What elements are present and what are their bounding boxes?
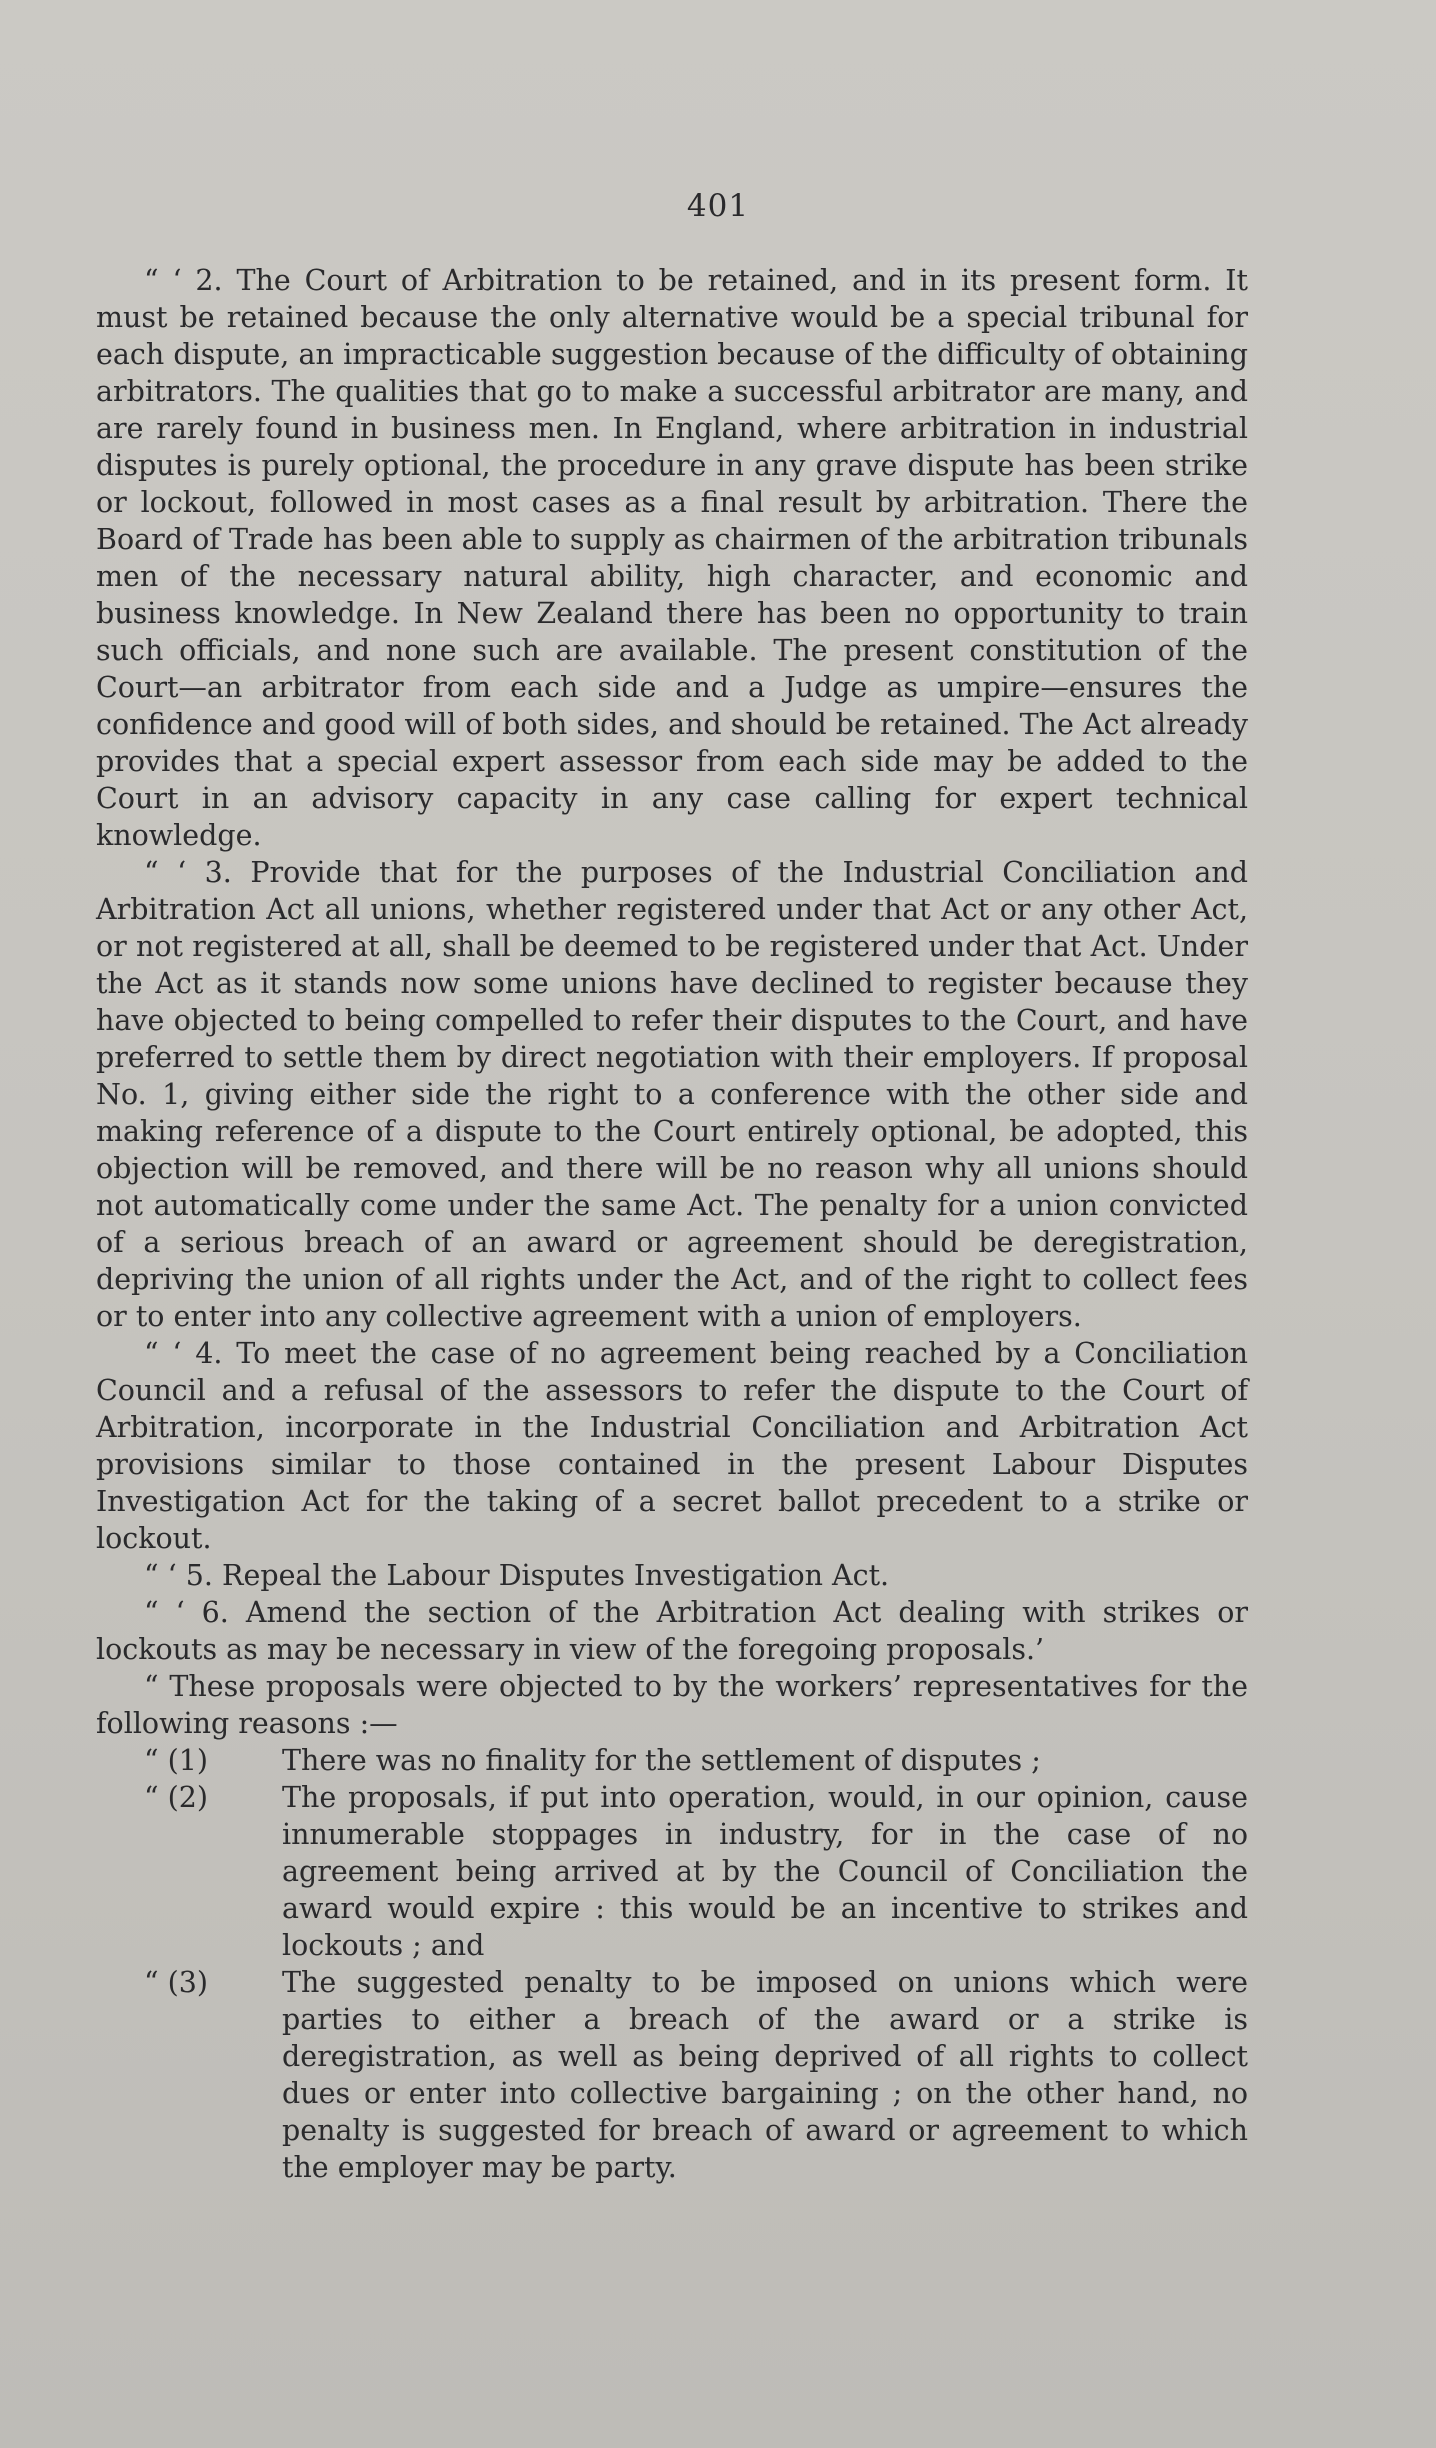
reason-item [96, 1779, 1248, 1964]
reason-number: “ (1) [144, 1744, 208, 1777]
paragraph-objections-intro: “ These proposals were objected to by the workers’ representatives for the following reasons :— [96, 1670, 1248, 1740]
reason-text: The suggested penalty to be imposed on unions which were parties to either a breach of the award or a strike is deregistration, as well as being deprived of all rights to collect dues or enter into collective bargaining ; on the other hand, no penalty is suggested for breach of award or agreement to which the employer may be party. [282, 1966, 1248, 2184]
paragraph-proposal-6: “ ‘ 6. Amend the section of the Arbitration Act dealing with strikes or lockouts as may be necessary in view of the foregoing proposals.’ [96, 1596, 1248, 1666]
reason-number: “ (3) [144, 1966, 208, 1999]
body-text [96, 262, 1248, 2186]
paragraph-proposal-2: “ ‘ 2. The Court of Arbitration to be retained, and in its present form. It must be retained because the only alternative would be a special tribunal for each dispute, an impracticable suggestion because of the difficulty of obtaining arbitrators. The qualities that go to make a successful arbitrator are many, and are rarely found in business men. In England, where arbitration in industrial disputes is purely optional, the procedure in any grave dispute has been strike or lockout, followed in most cases as a final result by arbitration. There the Board of Trade has been able to supply as chairmen of the arbitration tribunals men of the necessary natural ability, high character, and economic and business knowledge. In New Zealand there has been no opportunity to train such officials, and none such are available. The present constitution of the Court—an arbitrator from each side and a Judge as umpire—ensures the confidence and good will of both sides, and should be retained. The Act already provides that a special expert assessor from each side may be added to the Court in an advisory capacity in any case calling for expert technical knowledge. [96, 264, 1248, 852]
reason-text: There was no finality for the settlement of disputes ; [282, 1744, 1041, 1777]
page-number: 401 [686, 188, 750, 224]
reason-item [96, 1964, 1248, 2186]
reason-text: The proposals, if put into operation, would, in our opinion, cause innumerable stoppages in industry, for in the case of no agreement being arrived at by the Council of Conciliation the award would expire : this would be an incentive to strikes and lockouts ; and [282, 1781, 1248, 1962]
reason-number: “ (2) [144, 1781, 208, 1814]
reason-item [96, 1742, 1248, 1779]
paragraph-proposal-5: “ ‘ 5. Repeal the Labour Disputes Investigation Act. [144, 1559, 890, 1592]
paragraph-proposal-3: “ ‘ 3. Provide that for the purposes of the Industrial Conciliation and Arbitration Act all unions, whether registered under that Act or any other Act, or not registered at all, shall be deemed to be registered under that Act. Under the Act as it stands now some unions have declined to register because they have objected to being compelled to refer their disputes to the Court, and have preferred to settle them by direct negotiation with their employers. If proposal No. 1, giving either side the right to a conference with the other side and making reference of a dispute to the Court entirely optional, be adopted, this objection will be removed, and there will be no reason why all unions should not automatically come under the same Act. The penalty for a union convicted of a serious breach of an award or agreement should be deregistration, depriving the union of all rights under the Act, and of the right to collect fees or to enter into any collective agreement with a union of employers. [96, 856, 1248, 1333]
paragraph-proposal-4: “ ‘ 4. To meet the case of no agreement being reached by a Conciliation Council and a refusal of the assessors to refer the dispute to the Court of Arbitration, incorporate in the Industrial Conciliation and Arbitration Act provisions similar to those contained in the present Labour Disputes Investigation Act for the taking of a secret ballot precedent to a strike or lockout. [96, 1337, 1248, 1555]
